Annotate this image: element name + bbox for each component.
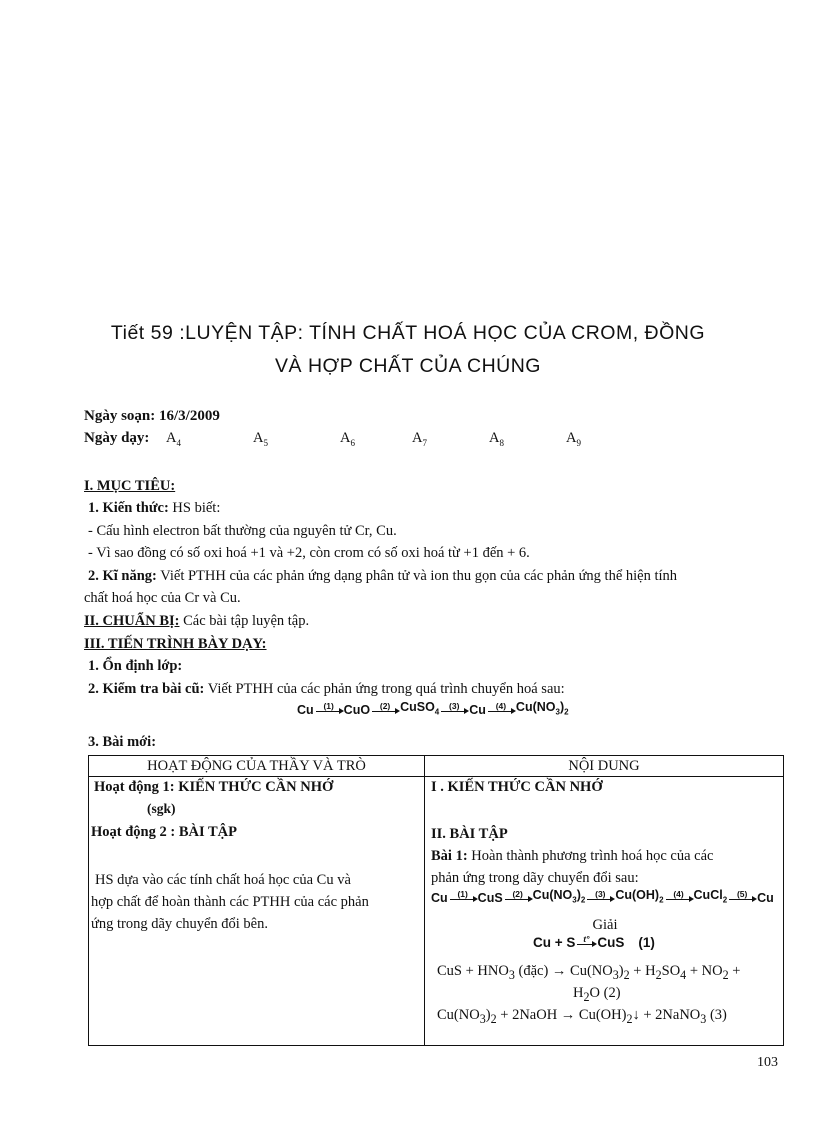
activity-1: Hoạt động 1: KIẾN THỨC CẦN NHỚ bbox=[94, 779, 334, 795]
knowledge-line bbox=[88, 500, 220, 517]
page-number: 103 bbox=[757, 1055, 778, 1070]
page-title-line2: VÀ HỢP CHẤT CỦA CHÚNG bbox=[275, 355, 541, 377]
chain2-arrow-4: (4) bbox=[666, 890, 692, 905]
chain1-arrow-2: (2) bbox=[372, 702, 398, 717]
class-a6: $A_6$ bbox=[340, 430, 355, 448]
eq1-reactants: Cu + S bbox=[533, 935, 576, 950]
exercise-1-text: Hoàn thành phương trình hoá học của các bbox=[471, 848, 714, 864]
skills-text-2: chất hoá học của Cr và Cu. bbox=[84, 590, 241, 606]
page-title-line1: Tiết 59 :LUYỆN TẬP: TÍNH CHẤT HOÁ HỌC CỦA CROM, ĐỒNG bbox=[110, 322, 706, 344]
chain1-species-1: Cu bbox=[297, 702, 314, 717]
skills-line bbox=[88, 568, 677, 585]
chain2-arrow-5: (5) bbox=[729, 890, 755, 905]
date-prepared: Ngày soạn: 16/3/2009 bbox=[84, 408, 220, 424]
prep-line bbox=[84, 613, 309, 630]
eq1-arrow: t° bbox=[577, 935, 595, 950]
chain1-arrow-1: (1) bbox=[316, 702, 342, 717]
equation-2-line2: $H_2O$ (2) bbox=[573, 985, 621, 1004]
chain1-arrow-3: (3) bbox=[441, 702, 467, 717]
step-2-line bbox=[88, 681, 565, 698]
solution-heading: Giải bbox=[592, 917, 618, 933]
lesson-table bbox=[88, 755, 784, 1046]
chain2-species-1: Cu bbox=[431, 890, 448, 905]
objectives-heading: I. MỤC TIÊU: bbox=[84, 478, 176, 494]
exercise-1-line2: phản ứng trong dãy chuyển đổi sau: bbox=[431, 870, 639, 886]
left-cell bbox=[89, 777, 425, 1046]
activity-2: Hoạt động 2 : BÀI TẬP bbox=[91, 824, 237, 840]
class-a9: $A_9$ bbox=[566, 430, 581, 448]
chain1-species-4: Cu bbox=[469, 702, 486, 717]
eq1-product: CuS bbox=[597, 935, 625, 950]
prep-text: Các bài tập luyện tập. bbox=[183, 613, 310, 629]
step-2-text: Viết PTHH của các phản ứng trong quá trình chuyển hoá sau: bbox=[207, 681, 565, 697]
chain1-species-5: $Cu(NO_3)_2$ bbox=[515, 700, 569, 717]
section-exercises: II. BÀI TẬP bbox=[431, 826, 508, 842]
class-a5: $A_5$ bbox=[253, 430, 268, 448]
chain2-arrow-2: (2) bbox=[505, 890, 531, 905]
reaction-chain-2 bbox=[431, 888, 774, 905]
activity-2-text-2: hợp chất để hoàn thành các PTHH của các phản bbox=[91, 894, 369, 910]
prep-heading: II. CHUẨN BỊ: bbox=[84, 613, 180, 629]
activity-2-text-1: HS dựa vào các tính chất hoá học của Cu và bbox=[95, 872, 351, 888]
exercise-1-label: Bài 1: bbox=[431, 848, 468, 864]
chain2-arrow-3: (3) bbox=[587, 890, 613, 905]
chain2-species-5: CuCl$_2$ bbox=[693, 888, 728, 905]
equation-1 bbox=[533, 935, 655, 950]
equation-3: $Cu(NO_3)_2$ + 2NaOH → $Cu(OH)_2↓$ + 2NaNO$_3$ (3) bbox=[437, 1007, 727, 1026]
chain2-species-4: $Cu(OH)_2$ bbox=[615, 888, 664, 905]
chain1-species-3: CuSO$_4$ bbox=[400, 700, 440, 717]
teach-date-label: Ngày dạy: bbox=[84, 430, 150, 446]
eq1-number: (1) bbox=[638, 935, 655, 950]
objective-bullet-1: - Cấu hình electron bất thường của nguyên tử Cr, Cu. bbox=[88, 523, 397, 539]
chain2-species-6: Cu bbox=[757, 890, 774, 905]
step-2-label: 2. Kiểm tra bài cũ: bbox=[88, 681, 205, 697]
exercise-1-line1 bbox=[431, 848, 714, 865]
chain2-species-3: $Cu(NO_3)_2$ bbox=[532, 888, 586, 905]
col-header-activities: HOẠT ĐỘNG CỦA THẦY VÀ TRÒ bbox=[89, 756, 425, 777]
class-a7: $A_7$ bbox=[412, 430, 427, 448]
equation-2-line1: CuS + $HNO_3$ (đặc) → $Cu(NO_3)_2 + H_2SO_4 + NO_2$ + bbox=[437, 963, 741, 982]
chain1-species-2: CuO bbox=[343, 702, 371, 717]
col-header-content: NỘI DUNG bbox=[425, 756, 784, 777]
knowledge-label: 1. Kiến thức: bbox=[88, 500, 169, 516]
chain2-species-2: CuS bbox=[477, 890, 503, 905]
section-knowledge: I . KIẾN THỨC CẦN NHỚ bbox=[431, 779, 603, 795]
reaction-chain-1 bbox=[297, 700, 569, 717]
objective-bullet-2: - Vì sao đồng có số oxi hoá +1 và +2, còn crom có số oxi hoá từ +1 đến + 6. bbox=[88, 545, 530, 561]
class-a8: $A_8$ bbox=[489, 430, 504, 448]
class-a4: $A_4$ bbox=[166, 430, 181, 448]
chain1-arrow-4: (4) bbox=[488, 702, 514, 717]
step-1: 1. Ổn định lớp: bbox=[88, 658, 183, 674]
right-cell bbox=[425, 777, 784, 1046]
process-heading: III. TIẾN TRÌNH BÀY DẠY: bbox=[84, 636, 267, 652]
skills-label: 2. Kĩ năng: bbox=[88, 568, 157, 584]
step-3: 3. Bài mới: bbox=[88, 734, 157, 750]
chain2-arrow-1: (1) bbox=[450, 890, 476, 905]
skills-text-1: Viết PTHH của các phản ứng dạng phân tử và ion thu gọn của các phản ứng thể hiện tính bbox=[160, 568, 678, 584]
activity-2-text-3: ứng trong dãy chuyển đổi bên. bbox=[91, 916, 268, 932]
activity-1-sub: (sgk) bbox=[147, 801, 176, 816]
knowledge-text: HS biết: bbox=[172, 500, 221, 516]
